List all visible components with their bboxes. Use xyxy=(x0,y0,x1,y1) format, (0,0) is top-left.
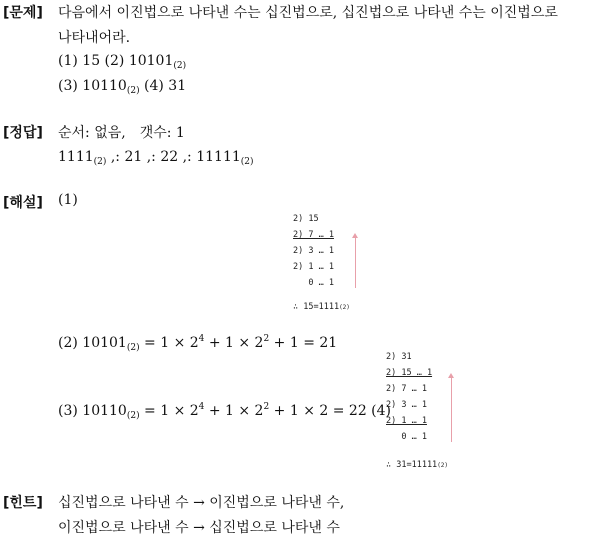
div2-result-text: ∴ 31=11111 xyxy=(386,460,438,470)
part2-term1: = 1 × 2 xyxy=(139,335,199,351)
hint-tag: [힌트] xyxy=(3,495,43,511)
div1-line-1: 2) 7 … 1 xyxy=(293,230,334,240)
part2-term3: + 1 = 21 xyxy=(269,335,338,351)
part3-term1: = 1 × 2 xyxy=(139,403,199,419)
div2-line-1: 2) 15 … 1 xyxy=(386,368,433,378)
div1-line-3: 2) 1 … 1 xyxy=(293,262,334,272)
answer-1: 1111 xyxy=(58,149,94,165)
problem-questions-1 xyxy=(58,53,186,71)
answer-1-subscript: (2) xyxy=(93,157,107,167)
div1-arrow-line xyxy=(355,238,356,288)
div2-line-3: 2) 3 … 1 xyxy=(386,400,427,410)
hint-line-2: 이진법으로 나타낸 수 → 십진법으로 나타낸 수 xyxy=(58,520,340,536)
q1-subscript: (2) xyxy=(173,61,187,71)
div1-result-text: ∴ 15=1111 xyxy=(293,302,340,312)
div2-line-0: 2) 31 xyxy=(386,352,412,362)
div2-result-subscript: (2) xyxy=(437,462,449,469)
div2-arrow-head-icon xyxy=(448,373,454,378)
explanation-part2 xyxy=(58,334,337,353)
explanation-part1-label: (1) xyxy=(58,192,78,208)
problem-questions-2 xyxy=(58,78,186,96)
problem-line-1: 다음에서 이진법으로 나타낸 수는 십진법으로, 십진법으로 나타낸 수는 이진법으로 xyxy=(58,5,558,21)
answer-line-1: 순서: 없음, 갯수: 1 xyxy=(58,125,185,141)
hint-line-1: 십진법으로 나타낸 수 → 이진법으로 나타낸 수, xyxy=(58,495,345,511)
part2-number: (2) 10101 xyxy=(58,335,127,351)
part3-subscript: (2) xyxy=(126,411,140,421)
problem-line-2: 나타내어라. xyxy=(58,30,131,46)
explanation-part3 xyxy=(58,402,391,421)
answer-4-subscript: (2) xyxy=(240,157,254,167)
div2-result xyxy=(386,458,448,473)
div2-line-5: 0 … 1 xyxy=(386,432,427,442)
explanation-tag: [해설] xyxy=(3,195,43,211)
part3-number: (3) 10110 xyxy=(58,403,127,419)
q4-text: (4) 31 xyxy=(139,78,187,94)
part3-term3: + 1 × 2 = 22 (4) xyxy=(269,403,392,419)
div1-line-0: 2) 15 xyxy=(293,214,319,224)
q3-text: (3) 10110 xyxy=(58,78,127,94)
part2-exp2: 2 xyxy=(263,334,270,344)
answer-rest: ,: 21 ,: 22 ,: 11111 xyxy=(106,149,241,165)
problem-tag: [문제] xyxy=(3,5,43,21)
part3-exp1: 4 xyxy=(198,402,205,412)
part2-term2: + 1 × 2 xyxy=(204,335,264,351)
answer-tag: [정답] xyxy=(3,125,43,141)
part2-exp1: 4 xyxy=(198,334,205,344)
div2-line-4: 2) 1 … 1 xyxy=(386,416,427,426)
div1-line-4: 0 … 1 xyxy=(293,278,334,288)
part2-subscript: (2) xyxy=(126,343,140,353)
div1-result-subscript: (2) xyxy=(339,304,350,311)
part3-term2: + 1 × 2 xyxy=(204,403,264,419)
q3-subscript: (2) xyxy=(126,86,140,96)
answer-line-2 xyxy=(58,149,254,167)
div1-arrow-head-icon xyxy=(352,233,358,238)
div1-result xyxy=(293,300,350,315)
part3-exp2: 2 xyxy=(263,402,270,412)
div2-arrow-line xyxy=(451,378,452,442)
div2-line-2: 2) 7 … 1 xyxy=(386,384,427,394)
q1-text: (1) 15 (2) 10101 xyxy=(58,53,174,69)
div1-line-2: 2) 3 … 1 xyxy=(293,246,334,256)
